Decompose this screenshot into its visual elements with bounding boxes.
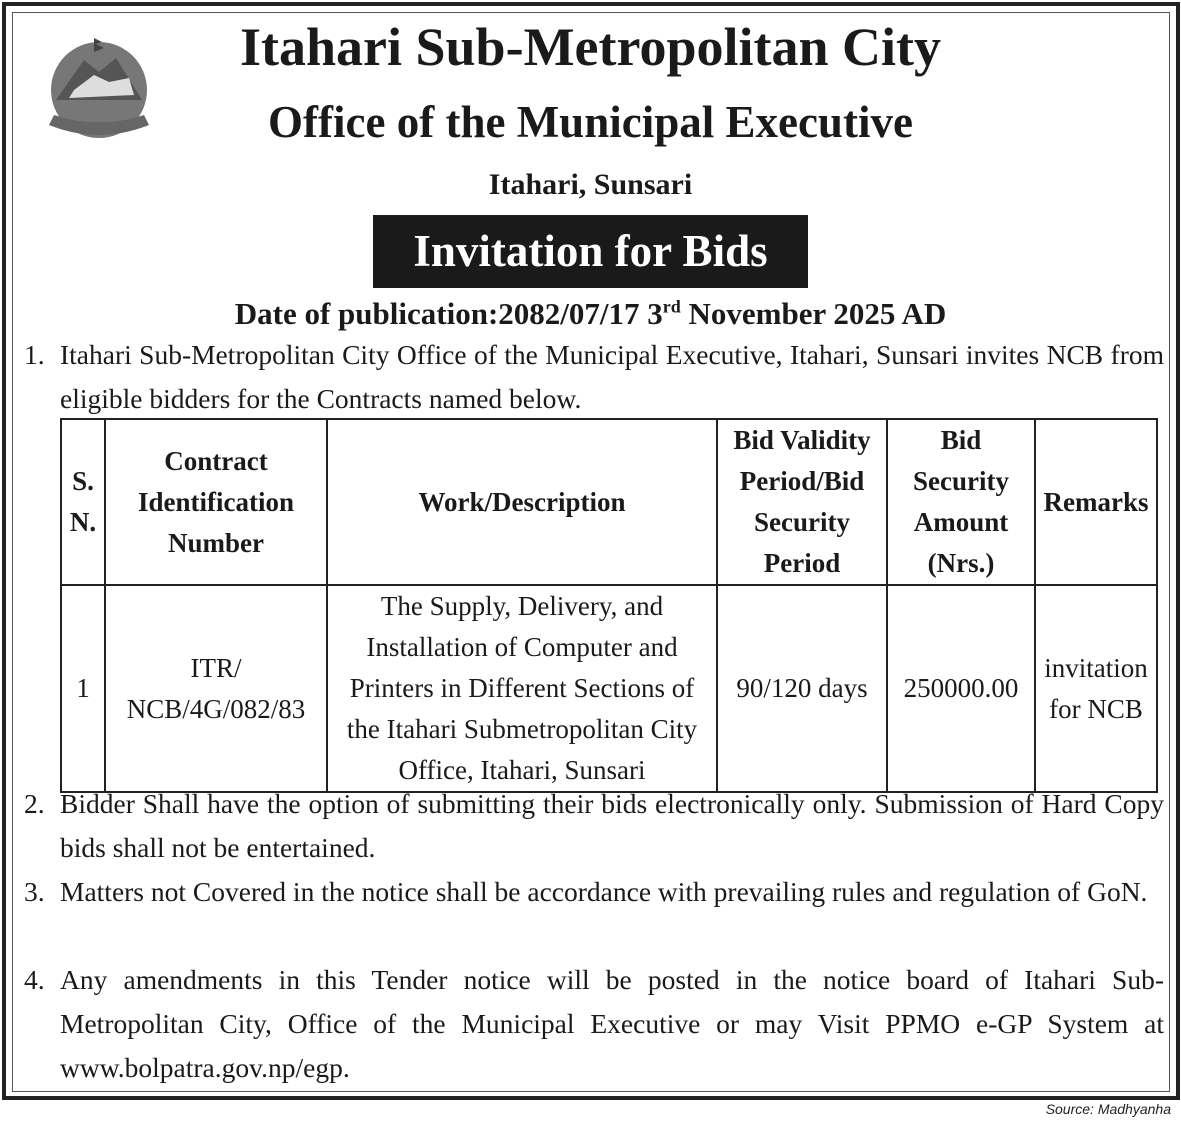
list-item: 3. Matters not Covered in the notice shall be accordance with prevailing rules and regulation of GoN. (24, 876, 1148, 907)
cell-remarks: invitation for NCB (1035, 585, 1157, 792)
location: Itahari, Sunsari (488, 168, 693, 201)
cell-description: The Supply, Delivery, and Installation of Computer and Printers in Different Sections of the Itahari Submetropolitan City Office, Itahari, Sunsari (327, 585, 717, 792)
list-item: 1. Itahari Sub-Metropolitan City Office of the Municipal Executive, Itahari, Sunsari invites NCB from eligible bidders for the Contracts named below. (24, 339, 1164, 414)
header-amount: Bid Security Amount (Nrs.) (887, 419, 1035, 585)
header-validity: Bid Validity Period/Bid Security Period (717, 419, 887, 585)
cell-sn: 1 (61, 585, 105, 792)
table-row (61, 585, 1157, 792)
publication-date: Date of publication:2082/07/17 3rd November 2025 AD (234, 296, 947, 331)
list-item: 2. Bidder Shall have the option of submitting their bids electronically only. Submission of Hard Copy bids shall not be entertained. (24, 788, 1164, 863)
office-subtitle: Office of the Municipal Executive (268, 97, 913, 147)
contracts-table (60, 418, 1158, 793)
source-credit: Source: Madhyanha (1045, 1101, 1171, 1117)
cell-amount: 250000.00 (887, 585, 1035, 792)
notice-banner: Invitation for Bids (373, 215, 808, 288)
header-sn: S. N. (61, 419, 105, 585)
cell-contract-id: ITR/ NCB/4G/082/83 (105, 585, 327, 792)
header-description: Work/Description (327, 419, 717, 585)
page-title: Itahari Sub-Metropolitan City (239, 17, 942, 77)
list-item: 4. Any amendments in this Tender notice will be posted in the notice board of Itahari Sub-Metropolitan City, Office of the Municipal Executive or may Visit PPMO e-GP System at www.bolpatra.gov.np/egp. (24, 964, 1164, 1083)
cell-validity: 90/120 days (717, 585, 887, 792)
header-remarks: Remarks (1035, 419, 1157, 585)
table-header-row (61, 419, 1157, 585)
header-contract-id: Contract Identification Number (105, 419, 327, 585)
